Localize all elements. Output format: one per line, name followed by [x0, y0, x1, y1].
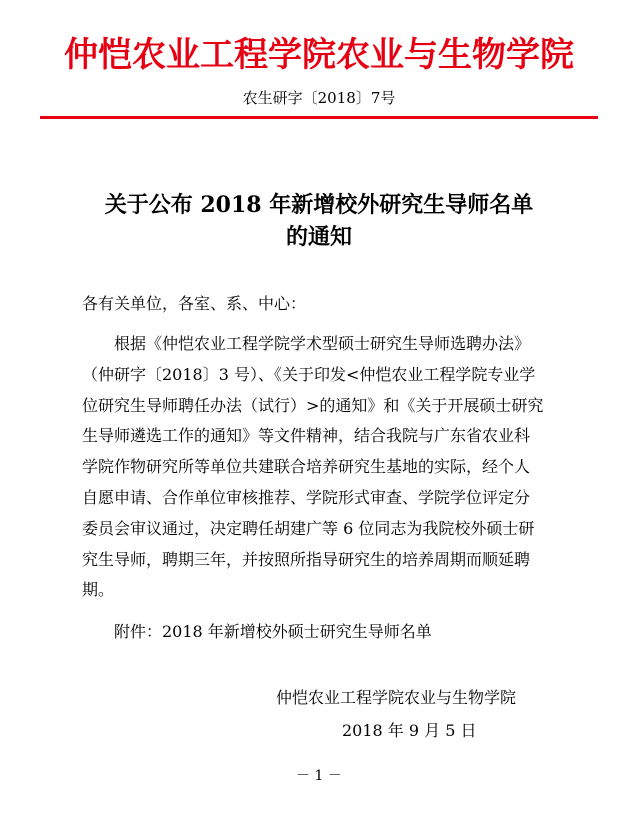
body-line: 生导师遴选工作的通知》等文件精神，结合我院与广东省农业科 [82, 426, 531, 446]
salutation: 各有关单位，各室、系、中心： [82, 294, 307, 313]
body-line: 究生导师，聘期三年，并按照所指导研究生的培养周期而顺延聘 [82, 549, 531, 569]
body-line: 自愿申请、合作单位审核推荐、学院形式审查、学院学位评定分 [82, 487, 531, 507]
notice-title-line-1: 关于公布 2018 年新增校外研究生导师名单 [104, 192, 534, 218]
body-line: 位研究生导师聘任办法（试行）>的通知》和《关于开展硕士研究 [82, 395, 544, 415]
signature-issuer: 仲恺农业工程学院农业与生物学院 [276, 688, 517, 707]
signature-date: 2018 年 9 月 5 日 [342, 721, 477, 740]
page-number: － 1 － [296, 768, 342, 784]
organization-header: 仲恺农业工程学院农业与生物学院 [64, 35, 574, 75]
header-red-rule [40, 116, 598, 119]
notice-title [40, 189, 598, 253]
document-number: 农生研字〔2018〕7号 [242, 89, 396, 107]
body-line: 学院作物研究所等单位共建联合培养研究生基地的实际，经个人 [82, 457, 531, 477]
body-paragraph [82, 329, 582, 606]
attachment-line: 附件：2018 年新增校外硕士研究生导师名单 [114, 622, 432, 641]
body-line: 期。 [82, 580, 115, 600]
body-line: 根据《仲恺农业工程学院学术型硕士研究生导师选聘办法》 [114, 334, 531, 353]
notice-title-line-2: 的通知 [285, 224, 352, 250]
body-line: 委员会审议通过，决定聘任胡建广等 6 位同志为我院校外硕士研 [82, 518, 535, 538]
body-line: （仲研字〔2018〕3 号）、《关于印发<仲恺农业工程学院专业学 [82, 364, 536, 384]
